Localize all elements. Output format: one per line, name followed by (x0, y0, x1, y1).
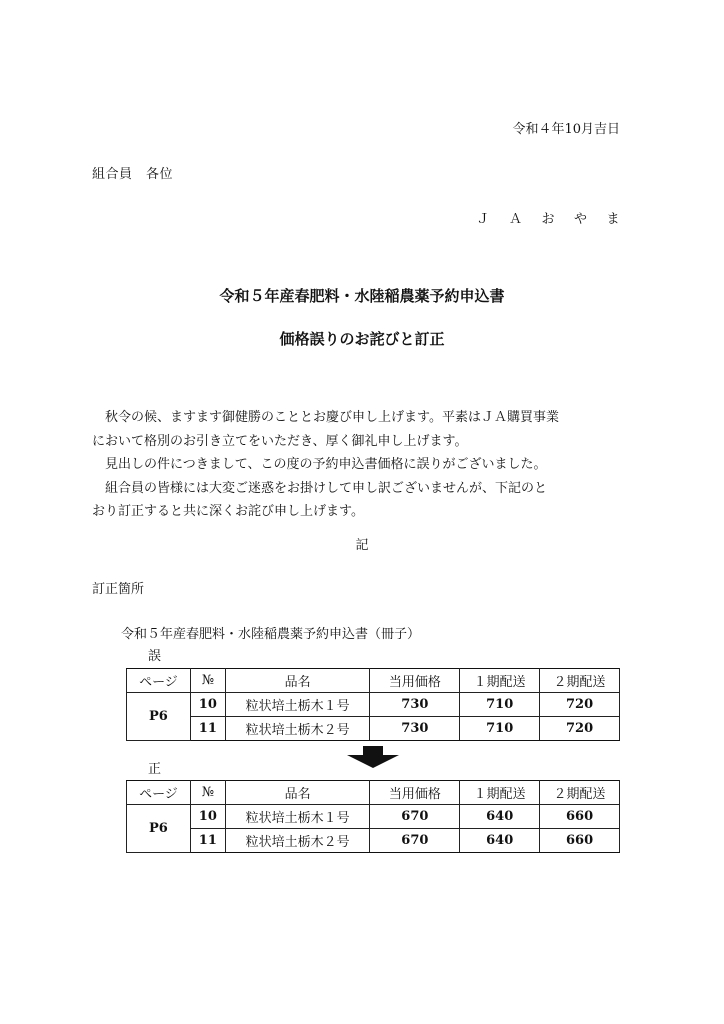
name-cell: 粒状培土栃木２号 (225, 829, 370, 853)
ki-heading: 記 (355, 538, 369, 553)
recipients: 組合員 各位 (92, 167, 174, 182)
delivery1-cell: 640 (460, 829, 540, 853)
header-delivery2: ２期配送 (540, 669, 620, 693)
page-cell: P6 (127, 693, 191, 741)
delivery2-cell: 660 (540, 829, 620, 853)
price-cell: 670 (370, 805, 460, 829)
sender (457, 212, 620, 228)
document-date: 令和４年10月吉日 (512, 122, 620, 137)
delivery1-cell: 710 (460, 717, 540, 741)
delivery1-cell: 710 (460, 693, 540, 717)
wrong-label: 誤 (148, 649, 162, 664)
correct-table (126, 780, 620, 853)
table-row (127, 693, 620, 717)
sender-char: Ａ (508, 212, 523, 227)
down-arrow-icon (347, 746, 399, 768)
delivery1-cell: 640 (460, 805, 540, 829)
body-line: 組合員の皆様には大変ご迷惑をお掛けして申し訳ございませんが、下記のと (92, 480, 548, 496)
table-header-row (127, 669, 620, 693)
header-delivery1: １期配送 (460, 669, 540, 693)
body-line: 見出しの件につきまして、この度の予約申込書価格に誤りがございました。 (92, 457, 547, 473)
header-delivery2: ２期配送 (540, 781, 620, 805)
body-line: 秋令の候、ますます御健勝のこととお慶び申し上げます。平素はＪＡ購買事業 (92, 410, 559, 425)
document-name: 令和５年産春肥料・水陸稲農薬予約申込書（冊子） (121, 627, 421, 642)
header-page: ページ (127, 781, 191, 805)
letter-body (92, 406, 632, 524)
table-row (127, 805, 620, 829)
table-row (127, 717, 620, 741)
body-line: において格別のお引き立てをいただき、厚く御礼申し上げます。 (92, 433, 468, 449)
no-cell: 11 (190, 717, 225, 741)
wrong-table (126, 668, 620, 741)
name-cell: 粒状培土栃木２号 (225, 717, 370, 741)
sender-char: や (573, 212, 588, 227)
header-no: № (190, 781, 225, 805)
delivery2-cell: 720 (540, 693, 620, 717)
header-page: ページ (127, 669, 191, 693)
header-name: 品名 (225, 781, 370, 805)
delivery2-cell: 660 (540, 805, 620, 829)
sender-char: お (541, 212, 555, 227)
price-cell: 730 (370, 717, 460, 741)
header-name: 品名 (225, 669, 370, 693)
name-cell: 粒状培土栃木１号 (225, 805, 370, 829)
no-cell: 11 (190, 829, 225, 853)
correction-heading: 訂正箇所 (92, 582, 145, 597)
header-no: № (190, 669, 225, 693)
price-cell: 670 (370, 829, 460, 853)
correct-label: 正 (148, 762, 162, 777)
header-delivery1: １期配送 (460, 781, 540, 805)
body-line: おり訂正すると共に深くお詫び申し上げます。 (92, 504, 364, 520)
document-subtitle: 価格誤りのお詫びと訂正 (279, 330, 445, 348)
table-row (127, 829, 620, 853)
no-cell: 10 (190, 805, 225, 829)
header-price: 当用価格 (370, 669, 460, 693)
delivery2-cell: 720 (540, 717, 620, 741)
table-header-row (127, 781, 620, 805)
no-cell: 10 (190, 693, 225, 717)
header-price: 当用価格 (370, 781, 460, 805)
page-cell: P6 (127, 805, 191, 853)
document-title: 令和５年産春肥料・水陸稲農薬予約申込書 (219, 287, 505, 305)
sender-char: Ｊ (476, 212, 490, 227)
price-cell: 730 (370, 693, 460, 717)
sender-char: ま (606, 212, 620, 227)
name-cell: 粒状培土栃木１号 (225, 693, 370, 717)
